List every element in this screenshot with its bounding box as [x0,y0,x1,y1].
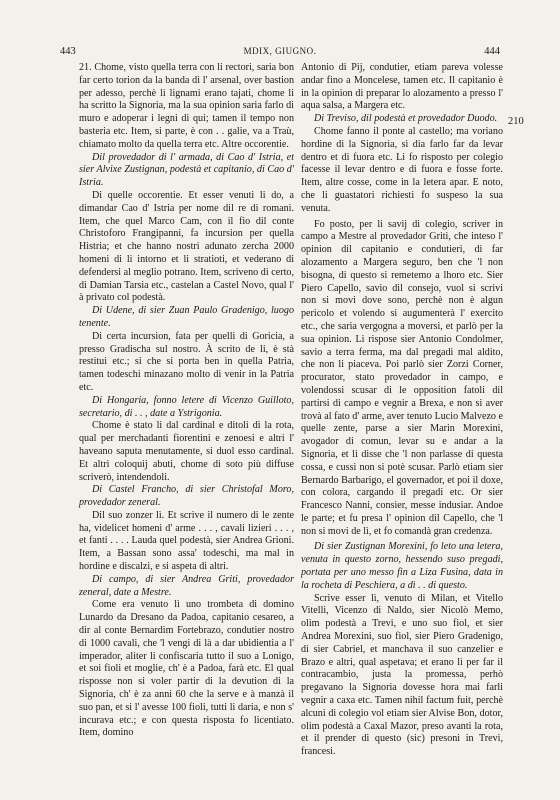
left-paragraph: Di certa incursion, fata per quelli di Goricia, a presso Gradischa sul nostro. À scrito de li, è stà restitui etc.; si che si porta ben in quella Patria, tamen todeschi minazano molto di venir in la Patria etc. [79,330,294,393]
running-title: MDIX, GIUGNO. [243,46,317,56]
left-paragraph: Dil suo zonzer lì. Et scrive il numero di le zente ha, videlicet homeni d' arme . . . , cavali lizieri . . . , et fanti . . . . Lauda quel podestà, sier Andrea Grioni. Item, a Bassan sono assa' todeschi, ma mal in hordine e discalzi, e si aspeta di altri. [79,509,294,573]
right-paragraph: Fo posto, per li savij di colegio, scriver in campo a Mestre al provedador Griti, che inteso l' opinion dil capitanio e condutieri, di far alozamento a Margera seguro, ben che 'l non bisogna, di questo si remetemo a lhoro etc. Sier Piero Capello, savio dil consejo, vuol si scrivi non si movi dove sono, perchè non è algun pericolo et volendo si augumenterà l' exercito etc., che saria vergogna a moversi, et parlò per la sua opinion. Li rispose sier Antonio Condolmer, savio a terra ferma, ma dal pregadi mal aldito, che non li piaceva. Poi parlò sier Zorzi Corner, procurator, stato provedador in campo, e volendossi scusar di le opposition fatoli dil partirsi di campo e vegnir a Brexa, e non si aver trovà al fato d' arme, aver tenuto Lucio Malvezo e quelle zente, parse a sier Marin Morexini, avogador di comun, levar su e andar a la Signoria, et li disse che 'l non parlasse di questa cossa, e cussì non si potè scusar. Parlò etiam sier Bernardo Barbarigo, el governador, et poi il doxe, con colora, cargando il pregadi etc. Or sier Francesco Nanni, consier, messe indusiar. Andoe le parte; et fu presa l' opinion dil Capello, che 'l non si movi de lì, et fo comandà gran credenza. [301,218,503,537]
left-text-column [79,62,294,762]
left-paragraph: 21. Chome, visto quella terra con li rectori, saria bon far certo torion da la banda di l' arsenal, over bastion per adesso, perchè li lignami erano tajati, chome li ha scritto la Signoria, ma la sua opinion saria farlo di muro e adoperar i legni di qui; tamen il tempo non basteria etc. Item, si parte, è con . . galie, va a Traù, chiamato molto da quella terra etc. Altre occorentie. [79,62,294,150]
margin-line-number: 210 [508,116,524,127]
left-paragraph: Dil provedador di l' armada, di Cao d' Istria, et sier Alvixe Zustignan, podestà et capitanio, di Cao d' Istria. [79,151,294,189]
right-paragraph: Di sier Zustignan Morexini, fo leto una letera, venuta in questo zorno, hessendo suso pregadi, portata per uno messo fin a Liza Fusina, data in la rocheta di Peschiera, a dì . . di questo. [301,541,503,591]
left-paragraph: Di campo, di sier Andrea Griti, provedador zeneral, date a Mestre. [79,573,294,598]
right-paragraph: Scrive esser lì, venuto di Milan, et Vitello Vitelli, Vicenzo di Naldo, sier Nicolò Memo, olim podestà a Trevi, e uno suo fiol, et sier Andrea Morexini, suo fiol, sier Piero Gradenigo, di sier Cabriel, et manchava il suo canzelier e Brazo e altri, qual aspetava; et erano lì per far il contracambio, justa la promessa, perhò pregavano la Signoria dovesse hora mai farli vegnir a caxa etc. Tamen nihil factum fuit, perchè alcuni di colegio vol etiam sier Alvise Bon, dotor, olim podestà a Caxal Mazor, preso avanti la rota, et il prender di questo (sic) presoni in Trevi, francesi. [301,592,503,758]
left-paragraph: Di Castel Francho, di sier Christofal Moro, provedador zeneral. [79,484,294,509]
right-paragraph: Di Treviso, dil podestà et provedador Duodo. [314,113,498,125]
left-paragraph: Come era venuto lì uno trombeta di domino Lunardo da Dresano da Padoa, capitanio cesareo, a dir al conte Bernardim Fortebrazo, condutier nostro di 1000 cavali, che 'l vengi di là a dar ubidientia a l' imperador, aliter li confiscaria tutto il suo a Lonigo, et soi fioli et moglie, ch' è a Padoa, farà etc. El qual risposse non si voler partir di la devution di la Signoria, ch' è za anni 60 che la serve e à manzà il suo pan, et si l' avesse 100 fioli, tutti li daria, e non s' incurava etc.; e con questa risposta fo licentiato. Item, domino [79,599,294,739]
left-paragraph: Di quelle occorentie. Et esser venuti li do, a dimandar Cao d' Istria per nome dil re di romani. Item, che quel Marco Cam, con il fio dil conte Christoforo Frangipanni, fa incursion per quella Histria; et che hanno nostri adunato zercha 2000 homeni di li intorno et li stratioti, et vederano di defendersi al meglio potrano. Item, scriveno di certo, di Damian Tarsia etc., castelan a Castel Novo, qual l' à privato col podestà. [79,189,294,304]
running-header [60,46,500,60]
page-number-right: 444 [484,46,500,57]
left-paragraph: Di Hongaria, fonno letere di Vicenzo Guilloto, secretario, di . . , date a Ystrigonia. [79,394,294,419]
right-text-column [301,62,503,762]
left-paragraph: Chome è stato li dal cardinal e ditoli di la rota, qual per merchadanti fiorentini e zenoesi e altri l' haveano saputa menutamente, si duol esso cardinal. Et altri coloquij abuti, chome di soto più diffuse scriverò, intendendoli. [79,420,294,483]
left-paragraph: Di Udene, di sier Zuan Paulo Gradenigo, luogo tenente. [79,305,294,329]
page-number-left: 443 [60,46,76,57]
right-paragraph: Antonio di Pij, condutier, etiam pareva volesse andar fino a Moncelese, tamen etc. Il capitanio è in la opinion di preparar lo alozamento a presso l' aqua salsa, a Margera etc. [301,62,503,112]
right-paragraph: Chome fanno il ponte al castello; ma voriano hordine di la Signoria, si dia farlo far da levar dentro et di fuora etc. Li fo risposto per colegio facesse il levar dentro e di fuora e fosse forte. Item, altre cosse, come in la letera apar. E noto, che li guastatori richiesti fo suspeso la sua venuta. [301,125,503,214]
